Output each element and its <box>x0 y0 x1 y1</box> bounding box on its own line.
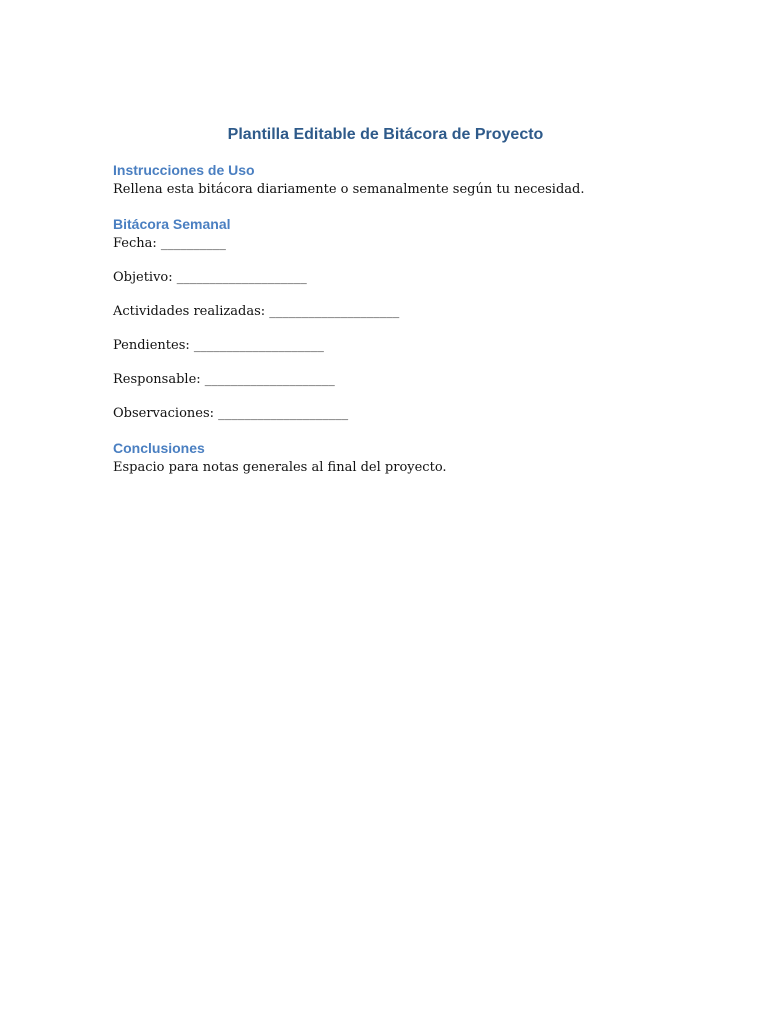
section-bitacora <box>113 214 658 424</box>
field-objetivo: Objetivo: ____________________ <box>113 270 307 285</box>
field-responsable: Responsable: ____________________ <box>113 372 335 387</box>
document-title: Plantilla Editable de Bitácora de Proyecto <box>227 126 544 143</box>
field-actividades: Actividades realizadas: ____________________ <box>113 304 400 319</box>
section-heading-instrucciones: Instrucciones de Uso <box>113 162 255 178</box>
section-conclusiones <box>113 438 658 478</box>
conclusiones-text: Espacio para notas generales al final del proyecto. <box>113 460 447 475</box>
section-instrucciones <box>113 160 658 200</box>
section-heading-bitacora: Bitácora Semanal <box>113 216 231 232</box>
section-heading-conclusiones: Conclusiones <box>113 440 205 456</box>
field-pendientes: Pendientes: ____________________ <box>113 338 324 353</box>
field-observaciones: Observaciones: ____________________ <box>113 406 349 421</box>
instrucciones-text: Rellena esta bitácora diariamente o semanalmente según tu necesidad. <box>113 182 585 197</box>
field-fecha: Fecha: __________ <box>113 236 226 251</box>
document-content <box>113 124 658 478</box>
